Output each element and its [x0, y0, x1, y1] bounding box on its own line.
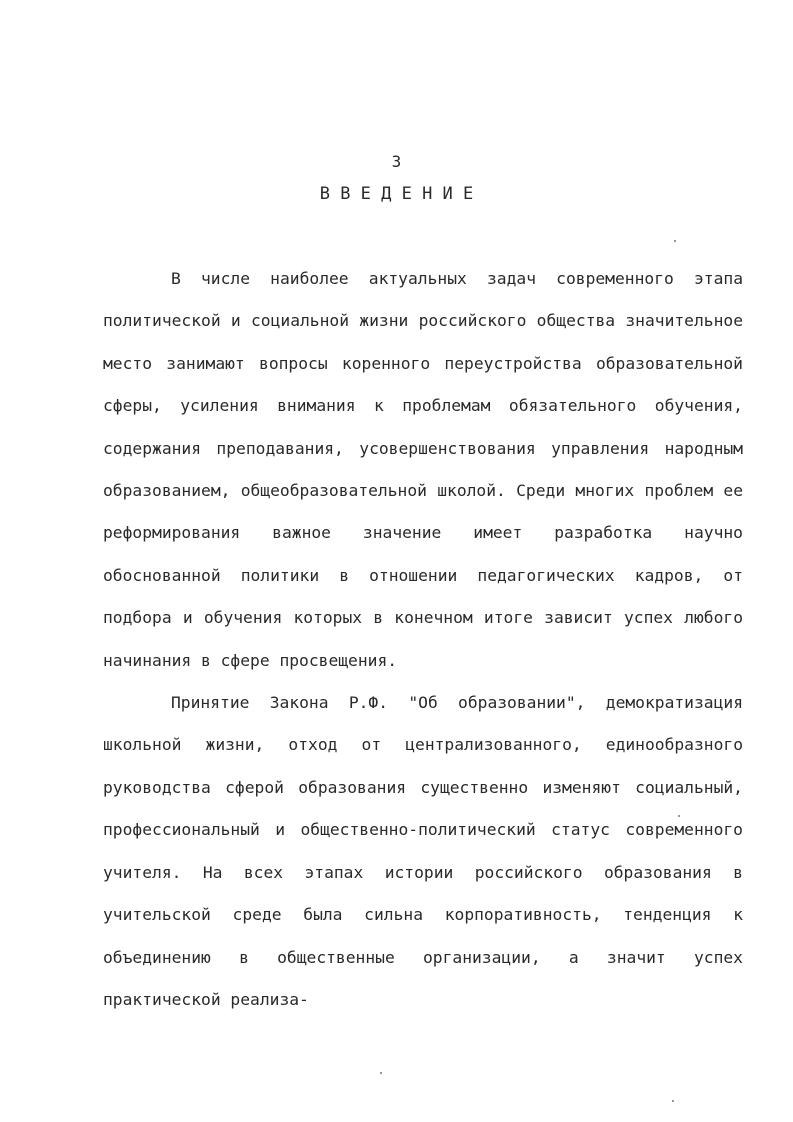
scan-speck: [674, 240, 676, 242]
scan-speck: [672, 1100, 674, 1102]
body-text: [103, 258, 743, 1021]
scan-speck: [678, 815, 680, 817]
section-heading: В В Е Д Е Н И Е: [319, 184, 474, 204]
page-number: 3: [391, 152, 402, 171]
paragraph-1: В числе наиболее актуальных задач современного этапа политической и социальной жизни российского общества значительное место занимают вопросы коренного переустройства образовательной сферы, усиления внимания к проблемам обязательного обучения, содержания преподавания, усовершенствования управления народным образованием, общеобразовательной школой. Среди многих проблем ее реформирования важное значение имеет разработка научно обоснованной политики в отношении педагогических кадров, от подбора и обучения которых в конечном итоге зависит успех любого начинания в сфере просвещения.: [103, 269, 743, 670]
scan-speck: [380, 1072, 382, 1074]
paragraph-2: Принятие Закона Р.Ф. "Об образовании", демократизация школьной жизни, отход от централизованного, единообразного руководства сферой образования существенно изменяют социальный, профессиональный и общественно-политический статус современного учителя. На всех этапах истории российского образования в учительской среде была сильна корпоративность, тенденция к объединению в общественные организации, а значит успех практической реализа-: [103, 693, 743, 1009]
